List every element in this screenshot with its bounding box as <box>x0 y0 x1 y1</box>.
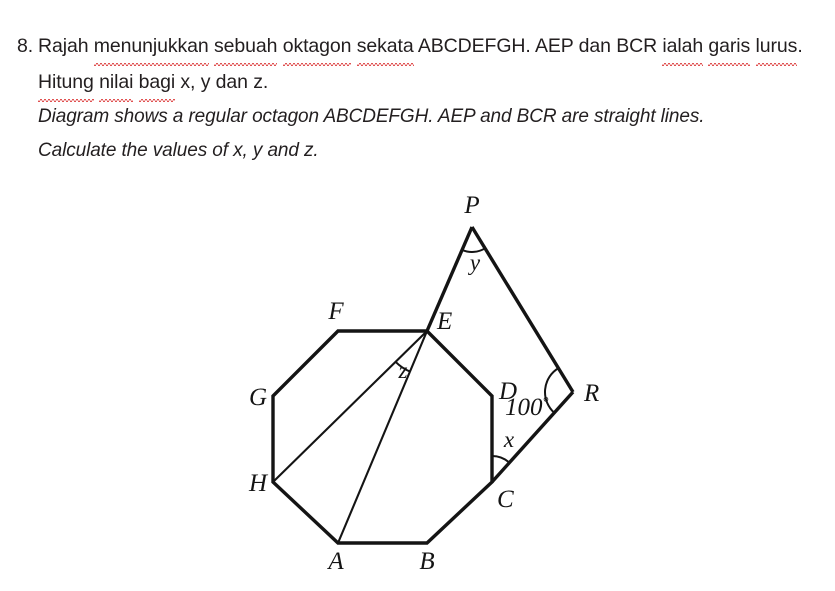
vertex-label-P: P <box>464 192 480 219</box>
vertex-label-C: C <box>497 486 514 513</box>
angle-label-y: y <box>469 250 481 275</box>
spellcheck-word: menunjukkan <box>94 28 209 64</box>
angle-arc-y <box>462 248 485 252</box>
angle-arc-100 <box>542 368 558 413</box>
angle-label-100-degrees: 100° <box>505 394 549 421</box>
segment-C-R <box>492 392 573 482</box>
angle-arc-z <box>396 362 410 372</box>
diagonal-E-H <box>273 331 427 482</box>
spellcheck-word: sekata <box>357 28 414 64</box>
segment-E-P <box>427 227 472 331</box>
vertex-label-H: H <box>248 470 267 497</box>
octagon-outline <box>273 331 492 543</box>
diagonal-E-A <box>338 331 427 543</box>
question-line-malay-1 <box>0 28 835 64</box>
question-text-block <box>0 28 835 168</box>
malay-sentence-1: Rajah menunjukkan sebuah oktagon sekata ABCDEFGH. AEP dan BCR ialah garis lurus. <box>0 35 803 57</box>
spellcheck-word: ialah <box>662 28 703 64</box>
vertex-label-D: D <box>499 378 518 405</box>
angle-arc-x <box>492 456 509 463</box>
vertex-label-A: A <box>328 548 344 575</box>
segment-P-R <box>472 227 573 392</box>
vertex-label-F: F <box>328 298 344 325</box>
vertex-label-E: E <box>437 308 453 335</box>
vertex-label-R: R <box>584 380 600 407</box>
spellcheck-word: garis <box>708 28 750 64</box>
spellcheck-word: nilai <box>99 64 133 100</box>
vertex-label-B: B <box>419 548 435 575</box>
english-sentence-1: Diagram shows a regular octagon ABCDEFGH. AEP and BCR are straight lines. <box>38 106 705 127</box>
english-sentence-2: Calculate the values of x, y and z. <box>38 140 319 161</box>
vertex-label-G: G <box>248 384 267 411</box>
malay-sentence-2: Hitung nilai bagi x, y dan z. <box>0 71 268 93</box>
question-line-malay-2 <box>0 64 835 100</box>
spellcheck-word: lurus <box>756 28 798 64</box>
spellcheck-word: oktagon <box>283 28 352 64</box>
spellcheck-word: bagi <box>139 64 175 100</box>
spellcheck-word: sebuah <box>214 28 277 64</box>
question-number: 8. <box>17 35 34 57</box>
degree-symbol: ° <box>542 395 549 411</box>
angle-label-z: z <box>398 358 408 383</box>
angle-label-x: x <box>503 427 515 452</box>
spellcheck-word: Hitung <box>38 64 94 100</box>
